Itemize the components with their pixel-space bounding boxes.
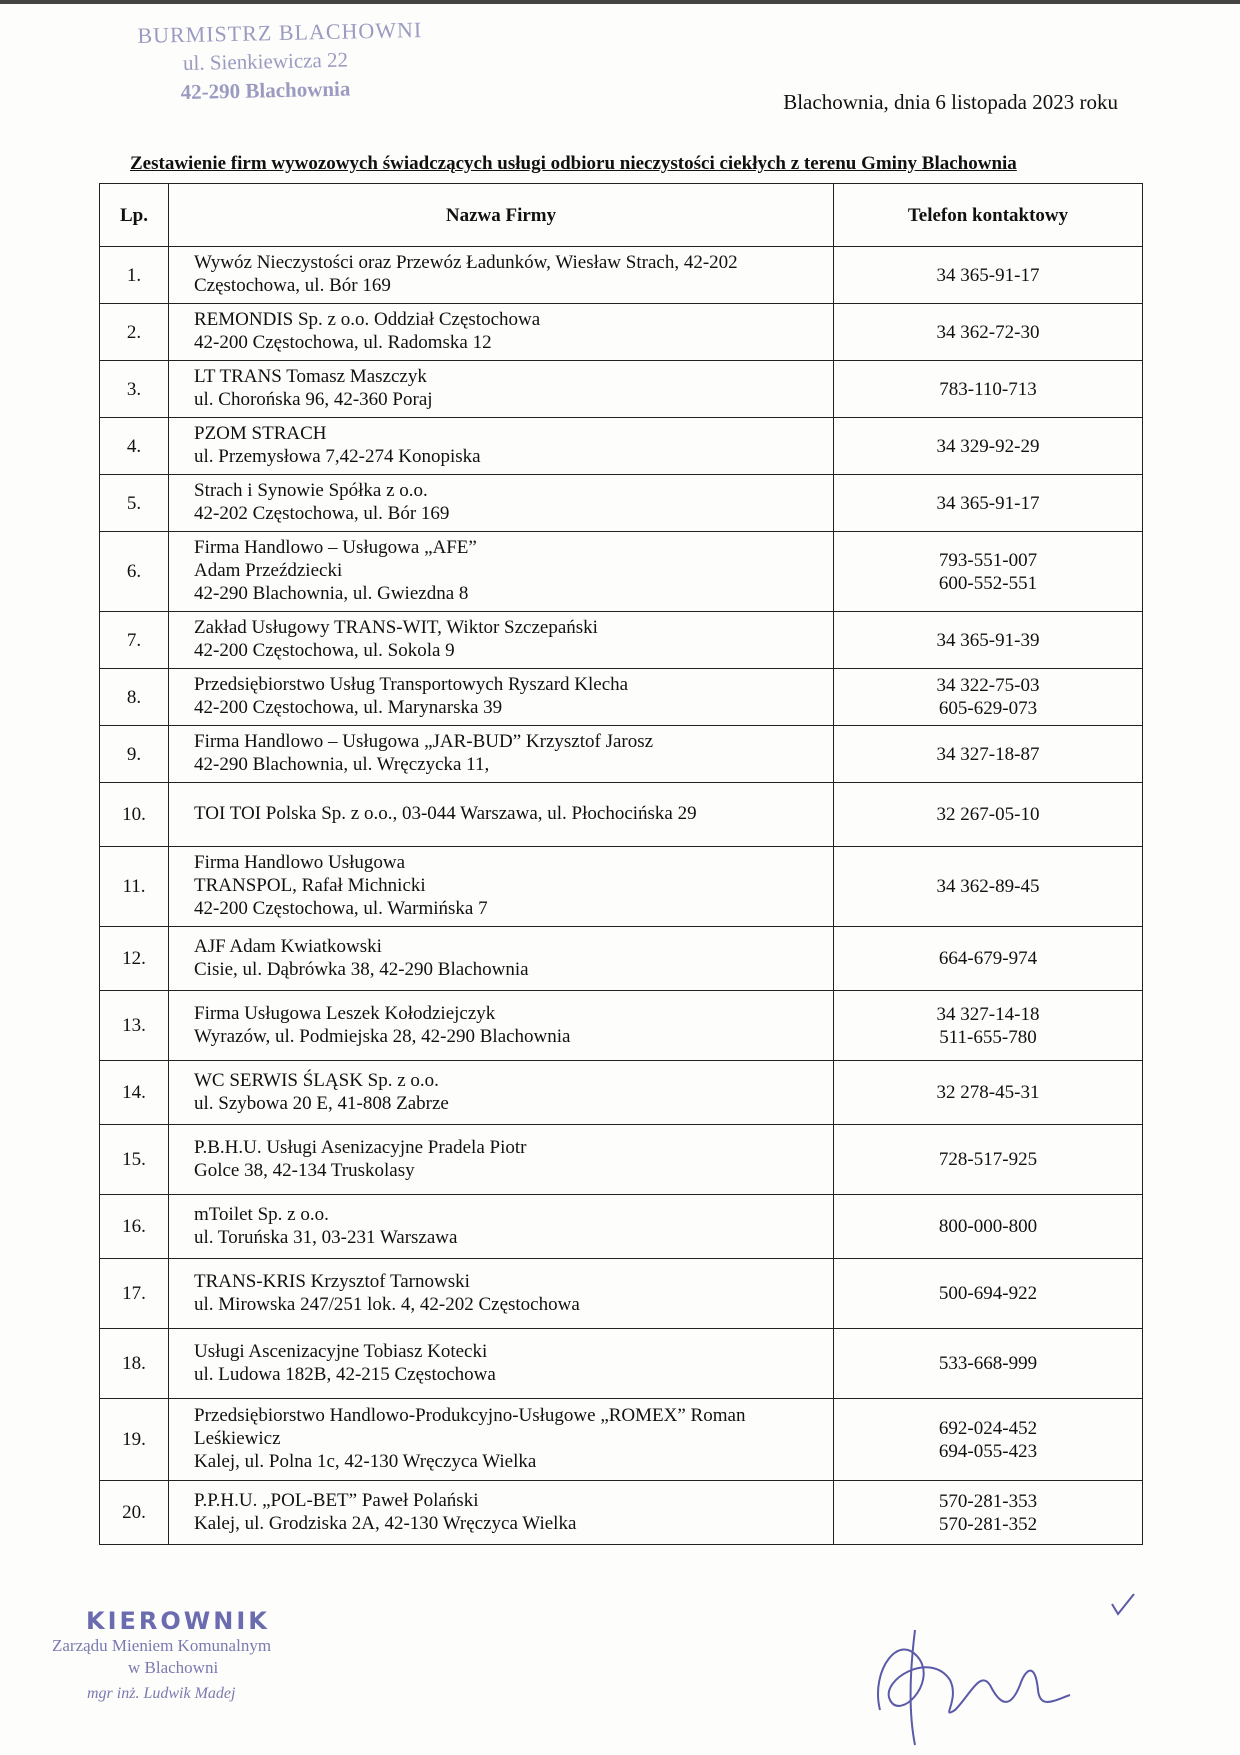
check-mark xyxy=(1108,1590,1138,1620)
phone-cell xyxy=(834,726,1143,783)
table-row xyxy=(100,927,1143,991)
firm-name-line: ul. Przemysłowa 7,42-274 Konopiska xyxy=(194,446,481,467)
phone-cell xyxy=(834,991,1143,1061)
table-row xyxy=(100,418,1143,475)
firm-name-line: Strach i Synowie Spółka z o.o. xyxy=(194,480,428,501)
phone-number: 511-655-780 xyxy=(939,1026,1037,1048)
row-number: 20. xyxy=(100,1481,169,1545)
firm-name-line: ul. Chorońska 96, 42-360 Poraj xyxy=(194,389,433,410)
phone-cell xyxy=(834,532,1143,612)
firm-name-cell xyxy=(169,418,834,475)
row-number: 11. xyxy=(100,847,169,927)
firm-name-line: 42-200 Częstochowa, ul. Warmińska 7 xyxy=(194,898,488,919)
phone-cell xyxy=(834,475,1143,532)
row-number: 5. xyxy=(100,475,169,532)
firm-name-line: Adam Przeździecki xyxy=(194,560,343,581)
firm-name-line: AJF Adam Kwiatkowski xyxy=(194,935,382,957)
stamp-line-3: 42-290 Blachownia xyxy=(180,76,351,105)
date-line: Blachownia, dnia 6 listopada 2023 roku xyxy=(783,90,1118,114)
stamp-title: KIEROWNIK xyxy=(86,1607,270,1635)
firm-name-cell xyxy=(169,247,834,304)
phone-cell xyxy=(834,1329,1143,1399)
phone-cell xyxy=(834,1061,1143,1125)
row-number: 6. xyxy=(100,532,169,612)
table-row xyxy=(100,1259,1143,1329)
handwritten-signature xyxy=(860,1590,1090,1750)
firm-name-cell xyxy=(169,847,834,927)
scan-top-edge xyxy=(0,0,1240,4)
phone-number: 664-679-974 xyxy=(938,948,1038,969)
phone-cell xyxy=(834,1399,1143,1481)
firm-name-line: Firma Handlowo – Usługowa „JAR-BUD” Krzysztof Jarosz xyxy=(194,731,654,752)
row-number: 19. xyxy=(100,1399,169,1481)
row-number: 10. xyxy=(100,783,169,847)
firm-name-line: Przedsiębiorstwo Usług Transportowych Ryszard Klecha xyxy=(194,674,629,695)
row-number: 16. xyxy=(100,1195,169,1259)
firm-name-line: TRANS-KRIS Krzysztof Tarnowski xyxy=(194,1270,470,1292)
firm-name-line: P.B.H.U. Usługi Asenizacyjne Pradela Piotr xyxy=(194,1136,527,1158)
table-row xyxy=(100,1399,1143,1481)
phone-number: 533-668-999 xyxy=(938,1353,1038,1374)
table-row xyxy=(100,1125,1143,1195)
firm-name-cell xyxy=(169,669,834,726)
phone-number: 692-024-452 xyxy=(938,1417,1038,1439)
row-number: 7. xyxy=(100,612,169,669)
firm-name-line: LT TRANS Tomasz Maszczyk xyxy=(194,366,427,387)
firm-name-line: 42-200 Częstochowa, ul. Marynarska 39 xyxy=(194,697,503,718)
phone-number: 34 329-92-29 xyxy=(936,435,1040,457)
firm-name-line: 42-202 Częstochowa, ul. Bór 169 xyxy=(194,503,450,524)
table-row xyxy=(100,247,1143,304)
firm-name-line: Cisie, ul. Dąbrówka 38, 42-290 Blachownia xyxy=(194,958,529,980)
firm-name-line: Częstochowa, ul. Bór 169 xyxy=(194,275,391,296)
firm-name-line: Leśkiewicz xyxy=(194,1428,281,1449)
table-row xyxy=(100,1329,1143,1399)
stamp-person: mgr inż. Ludwik Madej xyxy=(87,1685,236,1702)
table-row xyxy=(100,532,1143,612)
firm-name-cell xyxy=(169,1481,834,1545)
phone-number: 32 278-45-31 xyxy=(936,1082,1040,1103)
firm-name-cell xyxy=(169,726,834,783)
firm-name-line: Przedsiębiorstwo Handlowo-Produkcyjno-Usługowe „ROMEX” Roman xyxy=(194,1405,746,1426)
phone-number: 605-629-073 xyxy=(938,698,1038,719)
firm-name-line: ul. Ludowa 182B, 42-215 Częstochowa xyxy=(194,1363,496,1385)
document-title: Zestawienie firm wywozowych świadczących usługi odbioru nieczystości ciekłych z terenu Gminy Blachownia xyxy=(130,153,1017,174)
firm-name-cell xyxy=(169,1259,834,1329)
phone-number: 800-000-800 xyxy=(938,1216,1038,1237)
firm-name-cell xyxy=(169,1125,834,1195)
phone-number: 694-055-423 xyxy=(938,1440,1038,1462)
firm-name-cell xyxy=(169,612,834,669)
firm-name-line: Kalej, ul. Grodziska 2A, 42-130 Wręczyca Wielka xyxy=(194,1512,577,1534)
manager-stamp xyxy=(52,1607,271,1709)
phone-number: 600-552-551 xyxy=(938,572,1038,594)
table-row xyxy=(100,847,1143,927)
stamp-office: Zarządu Mieniem Komunalnym xyxy=(52,1636,272,1655)
phone-cell xyxy=(834,418,1143,475)
phone-number: 34 365-91-39 xyxy=(936,629,1040,651)
firm-name-line: Wywóz Nieczystości oraz Przewóz Ładunków, Wiesław Strach, 42-202 xyxy=(194,252,738,273)
header-lp: Lp. xyxy=(100,184,169,247)
phone-number: 34 322-75-03 xyxy=(936,675,1040,696)
phone-number: 34 327-18-87 xyxy=(936,743,1040,765)
phone-number: 34 362-72-30 xyxy=(936,321,1040,343)
row-number: 17. xyxy=(100,1259,169,1329)
firm-name-cell xyxy=(169,1329,834,1399)
firm-name-line: PZOM STRACH xyxy=(194,423,327,444)
row-number: 4. xyxy=(100,418,169,475)
firm-name-line: Firma Handlowo – Usługowa „AFE” xyxy=(194,537,477,558)
firm-name-line: TOI TOI Polska Sp. z o.o., 03-044 Warszawa, ul. Płochocińska 29 xyxy=(194,803,697,824)
mayor-stamp xyxy=(137,15,424,108)
firm-name-line: ul. Szybowa 20 E, 41-808 Zabrze xyxy=(194,1092,449,1114)
table-row xyxy=(100,1061,1143,1125)
phone-number: 34 327-14-18 xyxy=(936,1003,1040,1025)
phone-cell xyxy=(834,1125,1143,1195)
firm-name-line: Golce 38, 42-134 Truskolasy xyxy=(194,1159,415,1181)
table-row xyxy=(100,726,1143,783)
row-number: 9. xyxy=(100,726,169,783)
firm-name-line: ul. Toruńska 31, 03-231 Warszawa xyxy=(194,1226,458,1248)
table-header-row xyxy=(100,184,1143,247)
firm-name-cell xyxy=(169,361,834,418)
firm-name-cell xyxy=(169,304,834,361)
firm-name-line: ul. Mirowska 247/251 lok. 4, 42-202 Częstochowa xyxy=(194,1293,580,1315)
row-number: 12. xyxy=(100,927,169,991)
table-row xyxy=(100,991,1143,1061)
table-body xyxy=(100,247,1143,1545)
firm-name-line: WC SERWIS ŚLĄSK Sp. z o.o. xyxy=(194,1069,439,1091)
phone-number: 793-551-007 xyxy=(938,549,1038,571)
phone-number: 34 365-91-17 xyxy=(936,492,1040,514)
phone-cell xyxy=(834,612,1143,669)
firm-name-cell xyxy=(169,1399,834,1481)
firm-name-line: Firma Usługowa Leszek Kołodziejczyk xyxy=(194,1002,496,1024)
firm-name-line: REMONDIS Sp. z o.o. Oddział Częstochowa xyxy=(194,309,541,330)
phone-number: 500-694-922 xyxy=(938,1283,1038,1304)
firm-name-cell xyxy=(169,1061,834,1125)
row-number: 15. xyxy=(100,1125,169,1195)
firm-name-line: Wyrazów, ul. Podmiejska 28, 42-290 Blachownia xyxy=(194,1025,571,1047)
firm-name-line: 42-200 Częstochowa, ul. Sokola 9 xyxy=(194,640,455,661)
firm-name-line: 42-290 Blachownia, ul. Wręczycka 11, xyxy=(194,754,490,775)
row-number: 14. xyxy=(100,1061,169,1125)
row-number: 1. xyxy=(100,247,169,304)
phone-cell xyxy=(834,669,1143,726)
firm-name-line: mToilet Sp. z o.o. xyxy=(194,1203,329,1225)
firm-name-cell xyxy=(169,783,834,847)
phone-number: 34 362-89-45 xyxy=(936,876,1040,897)
phone-number: 783-110-713 xyxy=(939,378,1037,400)
phone-cell xyxy=(834,847,1143,927)
firm-name-line: 42-290 Blachownia, ul. Gwiezdna 8 xyxy=(194,583,469,604)
phone-number: 728-517-925 xyxy=(938,1149,1038,1170)
firm-name-line: TRANSPOL, Rafał Michnicki xyxy=(194,875,426,896)
header-name: Nazwa Firmy xyxy=(169,184,834,247)
firm-name-cell xyxy=(169,532,834,612)
firm-name-line: P.P.H.U. „POL-BET” Paweł Polański xyxy=(194,1489,479,1511)
firm-name-cell xyxy=(169,991,834,1061)
row-number: 8. xyxy=(100,669,169,726)
row-number: 13. xyxy=(100,991,169,1061)
phone-number: 570-281-352 xyxy=(938,1513,1038,1535)
table-row xyxy=(100,361,1143,418)
firm-name-line: Kalej, ul. Polna 1c, 42-130 Wręczyca Wielka xyxy=(194,1451,537,1472)
phone-cell xyxy=(834,361,1143,418)
firm-name-line: 42-200 Częstochowa, ul. Radomska 12 xyxy=(194,332,492,353)
table-row xyxy=(100,304,1143,361)
phone-number: 34 365-91-17 xyxy=(936,264,1040,286)
phone-cell xyxy=(834,1259,1143,1329)
stamp-line-1: BURMISTRZ BLACHOWNI xyxy=(137,17,423,48)
table-row xyxy=(100,1195,1143,1259)
phone-cell xyxy=(834,1481,1143,1545)
firm-name-cell xyxy=(169,475,834,532)
firms-table xyxy=(99,183,1143,1545)
header-phone: Telefon kontaktowy xyxy=(834,184,1143,247)
stamp-line-2: ul. Sienkiewicza 22 xyxy=(182,47,349,76)
phone-cell xyxy=(834,247,1143,304)
phone-number: 570-281-353 xyxy=(938,1490,1038,1512)
phone-cell xyxy=(834,927,1143,991)
phone-cell xyxy=(834,1195,1143,1259)
table-row xyxy=(100,669,1143,726)
table-row xyxy=(100,612,1143,669)
firm-name-line: Usługi Ascenizacyjne Tobiasz Kotecki xyxy=(194,1340,488,1362)
table-row xyxy=(100,783,1143,847)
firm-name-line: Zakład Usługowy TRANS-WIT, Wiktor Szczepański xyxy=(194,617,598,638)
phone-cell xyxy=(834,304,1143,361)
table-row xyxy=(100,1481,1143,1545)
firm-name-cell xyxy=(169,927,834,991)
firm-name-line: Firma Handlowo Usługowa xyxy=(194,852,406,873)
row-number: 3. xyxy=(100,361,169,418)
phone-number: 32 267-05-10 xyxy=(936,804,1040,825)
firm-name-cell xyxy=(169,1195,834,1259)
table-row xyxy=(100,475,1143,532)
phone-cell xyxy=(834,783,1143,847)
row-number: 2. xyxy=(100,304,169,361)
row-number: 18. xyxy=(100,1329,169,1399)
stamp-town: w Blachowni xyxy=(128,1658,219,1677)
